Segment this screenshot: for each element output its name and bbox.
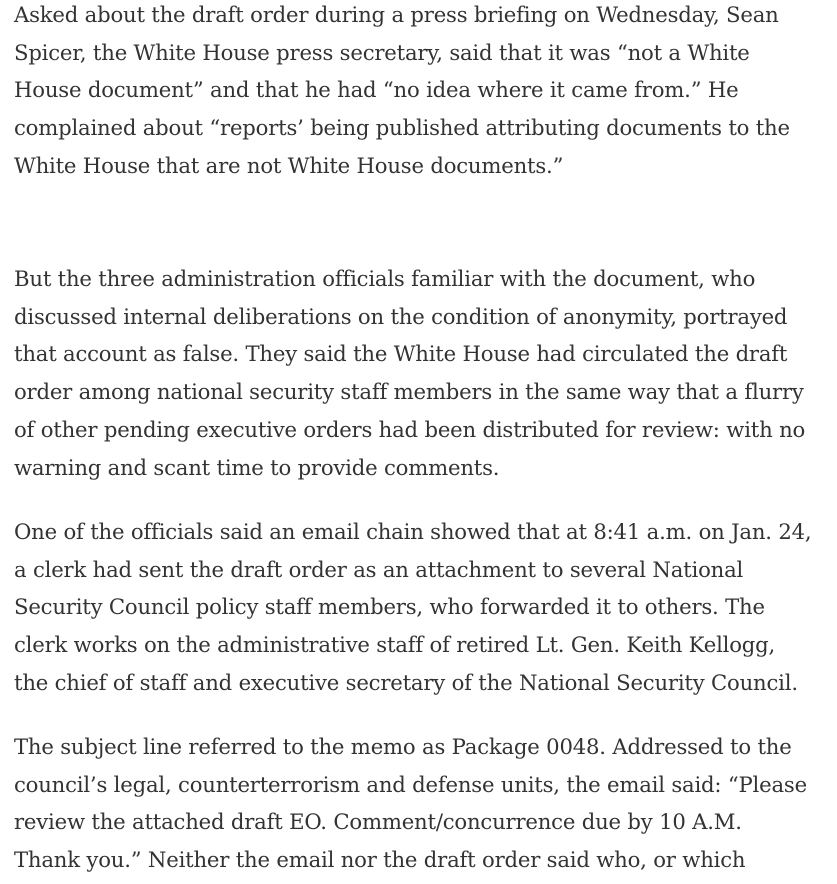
text-line: warning and scant time to provide comments.: [14, 454, 500, 480]
text-line: One of the officials said an email chain showed that at 8:41 a.m. on Jan. 24,: [14, 519, 812, 544]
paragraph-email-chain: [14, 513, 811, 702]
text-line: the chief of staff and executive secretary of the National Security Council.: [14, 669, 798, 695]
text-line: that account as false. They said the White House had circulated the draft: [14, 341, 788, 367]
text-line: White House that are not White House documents.”: [14, 152, 564, 178]
text-line: Spicer, the White House press secretary, said that it was “not a White: [14, 39, 750, 65]
text-line: complained about “reports’ being published attributing documents to the: [14, 115, 790, 141]
text-line: council’s legal, counterterrorism and defense units, the email said: “Please: [14, 771, 807, 797]
text-line: Asked about the draft order during a press briefing on Wednesday, Sean: [14, 2, 779, 27]
text-line: of other pending executive orders had been distributed for review: with no: [14, 416, 806, 442]
paragraph-subject-line: [14, 728, 807, 879]
text-line: The subject line referred to the memo as Package 0048. Addressed to the: [14, 734, 792, 759]
text-line: review the attached draft EO. Comment/concurrence due by 10 A.M.: [14, 809, 742, 835]
text-line: discussed internal deliberations on the condition of anonymity, portrayed: [14, 303, 788, 329]
text-line: House document” and that he had “no idea where it came from.” He: [14, 77, 739, 103]
text-line: clerk works on the administrative staff of retired Lt. Gen. Keith Kellogg,: [14, 632, 776, 658]
text-line: order among national security staff members in the same way that a flurry: [14, 379, 804, 405]
text-line: Security Council policy staff members, who forwarded it to others. The: [14, 594, 765, 620]
text-line: But the three administration officials familiar with the document, who: [14, 266, 756, 291]
text-line: a clerk had sent the draft order as an attachment to several National: [14, 556, 744, 582]
text-line: Thank you.” Neither the email nor the draft order said who, or which: [14, 847, 746, 873]
paragraph-spicer-briefing: [14, 0, 790, 185]
paragraph-officials-account: [14, 260, 805, 486]
